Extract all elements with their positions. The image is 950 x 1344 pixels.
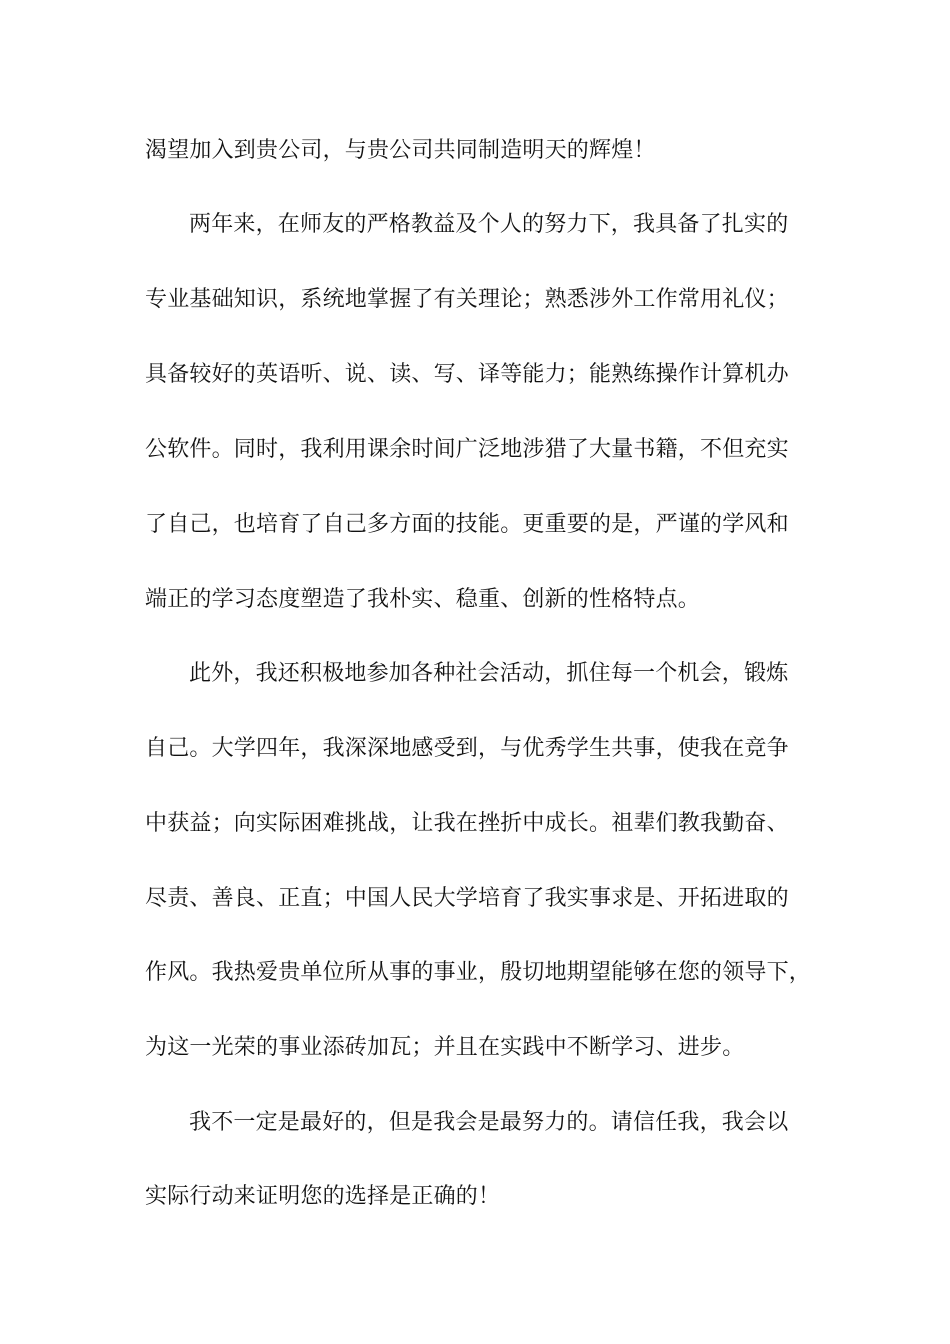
- text-line-3: 专业基础知识，系统地掌握了有关理论；熟悉涉外工作常用礼仪；: [145, 287, 789, 312]
- text-line-1: 渴望加入到贵公司，与贵公司共同制造明天的辉煌！: [145, 138, 656, 163]
- text-line-14: 我不一定是最好的，但是我会是最努力的。请信任我，我会以: [189, 1110, 789, 1135]
- text-line-2: 两年来，在师友的严格教益及个人的努力下，我具备了扎实的: [189, 212, 789, 237]
- text-line-15: 实际行动来证明您的选择是正确的！: [145, 1184, 501, 1209]
- text-line-13: 为这一光荣的事业添砖加瓦；并且在实践中不断学习、进步。: [145, 1035, 745, 1060]
- text-line-6: 了自己，也培育了自己多方面的技能。更重要的是，严谨的学风和: [145, 512, 789, 537]
- text-line-8: 此外，我还积极地参加各种社会活动，抓住每一个机会，锻炼: [189, 661, 789, 686]
- text-line-7: 端正的学习态度塑造了我朴实、稳重、创新的性格特点。: [145, 587, 701, 612]
- text-line-12: 作风。我热爱贵单位所从事的事业，殷切地期望能够在您的领导下，: [145, 960, 812, 985]
- text-line-10: 中获益；向实际困难挑战，让我在挫折中成长。祖辈们教我勤奋、: [145, 811, 789, 836]
- text-line-4: 具备较好的英语听、说、读、写、译等能力；能熟练操作计算机办: [145, 362, 789, 387]
- text-line-9: 自己。大学四年，我深深地感受到，与优秀学生共事，使我在竞争: [145, 736, 789, 761]
- text-line-5: 公软件。同时，我利用课余时间广泛地涉猎了大量书籍，不但充实: [145, 437, 789, 462]
- text-line-11: 尽责、善良、正直；中国人民大学培育了我实事求是、开拓进取的: [145, 886, 789, 911]
